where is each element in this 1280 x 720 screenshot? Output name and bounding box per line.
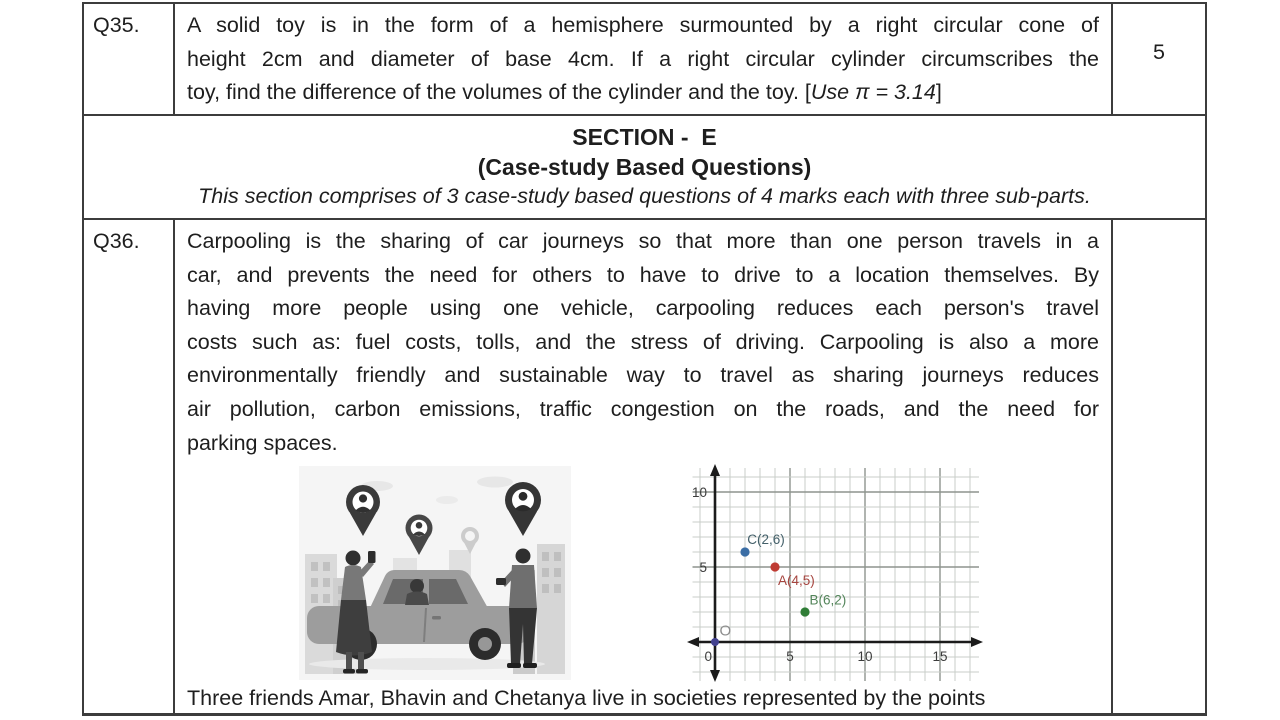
question-text-line: costs such as: fuel costs, tolls, and the stress of driving. Carpooling is also a more [187, 329, 1099, 354]
closing-line: Three friends Amar, Bhavin and Chetanya live in societies represented by the points [187, 686, 986, 711]
question-text-line: environmentally friendly and sustainable way to travel as sharing journeys reduces [187, 363, 1099, 388]
question-text-line: parking spaces. [187, 430, 338, 455]
question-row-q35 [84, 4, 1205, 116]
section-subtitle: (Case-study Based Questions) [477, 154, 812, 180]
question-text-line: car, and prevents the need for others to have to drive to a location themselves. By [187, 262, 1099, 287]
phone-icon [368, 551, 376, 563]
section-description: This section comprises of 3 case-study based questions of 4 marks each with three sub-parts. [198, 184, 1091, 208]
section-title: SECTION - E [572, 124, 717, 150]
svg-text:10: 10 [857, 649, 873, 665]
svg-text:5: 5 [699, 560, 707, 576]
svg-text:C(2,6): C(2,6) [747, 531, 785, 547]
marks-value: 5 [1153, 40, 1165, 64]
carpool-illustration [299, 466, 571, 680]
coordinate-graph [679, 456, 991, 692]
phone-icon [496, 578, 506, 585]
figures-row [187, 464, 1099, 684]
question-text-q35 [175, 4, 1111, 114]
svg-text:15: 15 [932, 649, 948, 665]
marks-cell-q35 [1111, 4, 1205, 114]
svg-text:10: 10 [691, 485, 707, 501]
question-text-line: A solid toy is in the form of a hemisphere surmounted by a right circular cone of [187, 13, 1099, 37]
question-table [82, 2, 1207, 716]
question-row-q36 [84, 220, 1205, 713]
cloud [477, 477, 513, 488]
marks-cell-q36 [1111, 220, 1205, 713]
section-header-row [84, 116, 1205, 220]
svg-text:O: O [719, 622, 732, 640]
svg-text:5: 5 [786, 649, 794, 665]
question-text-line: height 2cm and diameter of base 4cm. If a right circular cylinder circumscribes the [187, 46, 1099, 71]
cloud [436, 496, 458, 504]
question-paragraph [187, 225, 1099, 460]
question-text-q36 [175, 220, 1111, 713]
svg-text:0: 0 [704, 649, 713, 665]
question-text-line: Carpooling is the sharing of car journeys so that more than one person travels in a [187, 229, 1099, 253]
question-text-line: toy, find the difference of the volumes of the cylinder and the toy. [Use π = 3.14] [187, 80, 942, 105]
question-text-line: having more people using one vehicle, carpooling reduces each person's travel [187, 296, 1099, 321]
question-number-q36: Q36. [84, 220, 175, 713]
question-number-q35: Q35. [84, 4, 175, 114]
svg-text:A(4,5): A(4,5) [778, 573, 815, 589]
svg-text:B(6,2): B(6,2) [809, 592, 847, 608]
question-text-line: air pollution, carbon emissions, traffic congestion on the roads, and the need for [187, 396, 1099, 421]
